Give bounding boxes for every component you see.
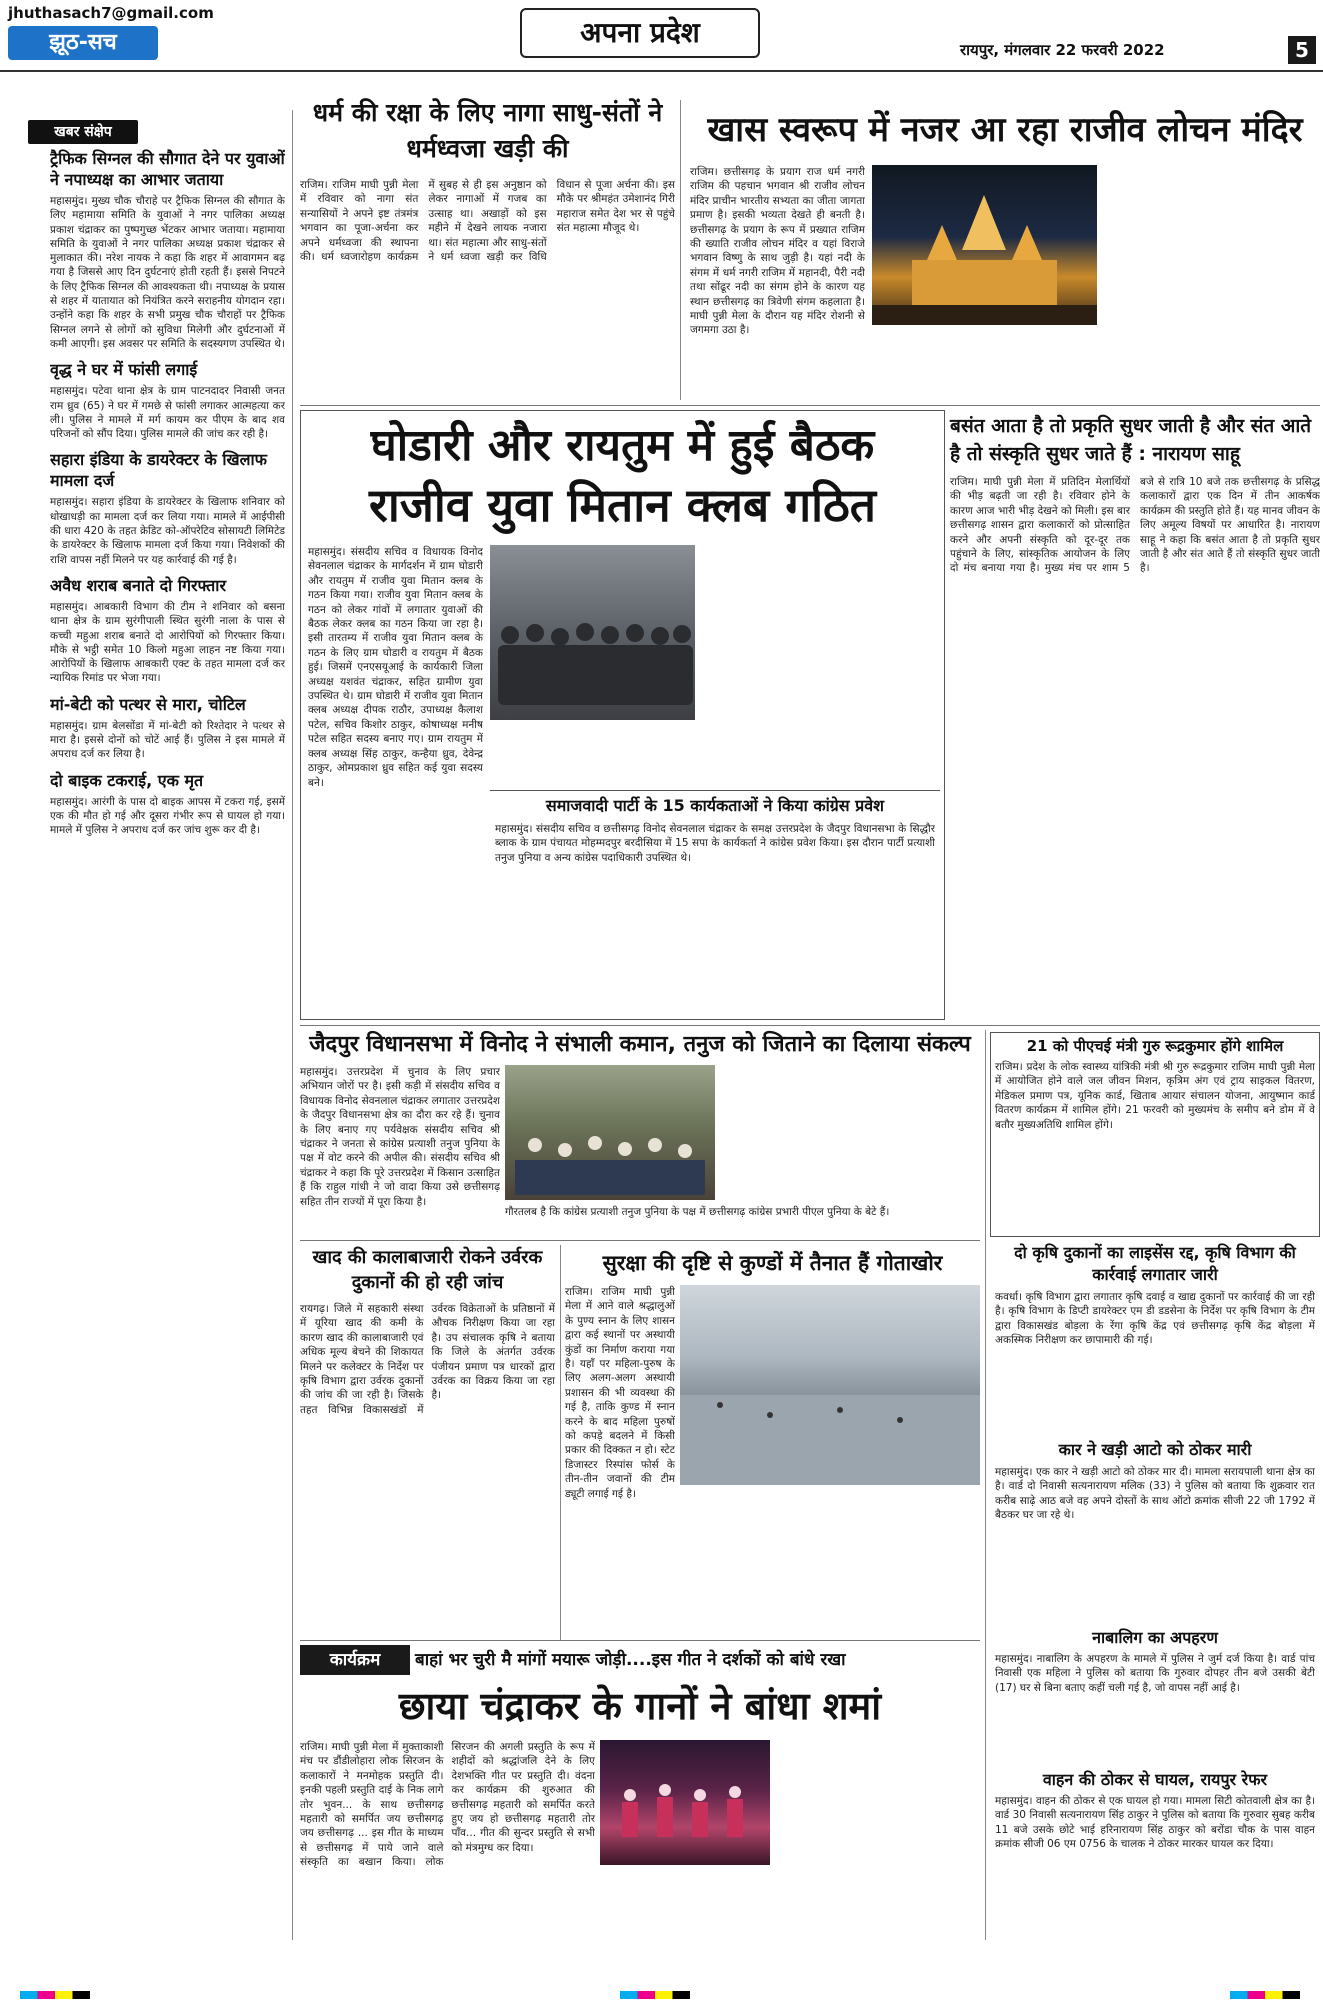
box-title: वाहन की ठोकर से घायल, रायपुर रेफर [1042, 1770, 1268, 1789]
brief-title: ट्रैफिक सिग्नल की सौगात देने पर युवाओं ने नपाध्यक्ष का आभार जताया [50, 149, 285, 189]
temple-photo [872, 165, 1097, 325]
brief-body: महासमुंद। आरंगी के पास दो बाइक आपस में टकरा गई, इसमें एक की मौत हो गई और दूसरा गंभीर रूप से घायल हो गया। मामले में पुलिस ने अपराध दर्ज कर जांच शुरू कर दी है। [50, 795, 285, 837]
story-body: राजिम। राजिम माघी पुन्नी मेला में आने वाले श्रद्धालुओं के पुण्य स्नान के लिए शासन द्वारा कई स्थानों पर अस्थायी कुंडों का निर्माण कराया गया है। यहाँ पर महिला-पुरुष के लिए अलग-अलग अस्थायी प्रशासन की भी व्यवस्था की गई है, ताकि कुण्ड में स्नान करने के बाद महिला पुरुषों को कपड़े बदलने में किसी प्रकार की दिक्कत न हो। स्टेट डिजास्टर रिस्पांस फोर्स के तीन-तीन जवानों की टीम ड्यूटी लगाई गई है। [565, 1286, 675, 1500]
horizontal-divider [300, 1240, 980, 1241]
photo-caption: गौरतलब है कि कांग्रेस प्रत्याशी तनुज पुनिया के पक्ष में छत्तीसगढ़ कांग्रेस प्रभारी पीएल पुनिया के बेटे हैं। [505, 1206, 890, 1218]
brief-body: महासमुंद। पटेवा थाना क्षेत्र के ग्राम पाटनदादर निवासी जनत राम ध्रुव (65) ने घर में गमछे से फांसी लगाकर आत्महत्या कर ली। पुलिस ने मामले में मर्ग कायम कर पीएम के बाद शव परिजनों को सौंप दिया। पुलिस मामले की जांच कर रही है। [50, 385, 285, 441]
box-body: कवर्धा। कृषि विभाग द्वारा लगातार कृषि दवाई व खाद्य दुकानों पर कार्रवाई की जा रही है। कृषि विभाग के डिप्टी डायरेक्टर एम डी डडसेना के निर्देश पर कृषि विभाग के टीम द्वारा विकासखंड बोड़ला के रेंगा कृषि केंद्र एवं छत्तीसगढ़ कृषि केंद्र बोड़ला में अकस्मिक निरीक्षण कर छापामारी की गई। [995, 1291, 1315, 1347]
story-title: धर्म की रक्षा के लिए नागा साधु-संतों ने धर्मध्वजा खड़ी की [312, 98, 663, 163]
lead-body: महासमुंद। संसदीय सचिव व विधायक विनोद सेवनलाल चंद्राकर के मार्गदर्शन में ग्राम घोडारी और रायतुम में राजीव युवा मितान क्लब के गठन किया गया। राजीव युवा मितान क्लब के गठन को लेकर गांवों में लगातार युवाओं की बैठक लेकर क्लब का गठन किया जा रहा है। इसी तारतम्य में राजीव युवा मितान क्लब के गठन के लिए ग्राम घोडारी व रायतुम में बैठक हुई। जिसमें एनएसयूआई के कार्यकारी जिला अध्यक्ष यशवंत चंद्राकर, सहित ग्रामीण युवा उपस्थित थे। ग्राम घोडारी में राजीव युवा मितान क्लब अध्यक्ष दीपक राठौर, उपाध्यक्ष कैलाश पटेल, सचिव किशोर ठाकुर, कोषाध्यक्ष मनीष पटेल सहित सदस्य बनाए गए। ग्राम रायतुम में क्लब अध्यक्ष सिंह ठाकुर, कन्हैया ध्रुव, देवेन्द्र ठाकुर, ओमप्रकाश ध्रुव सहित कई युवा सदस्य बने। [308, 546, 483, 789]
program-body-continued [600, 1870, 770, 1935]
column-divider [560, 1245, 561, 1640]
story-body: राजिम। माघी पुन्नी मेला में प्रतिदिन मेलार्थियों की भीड़ बढ़ती जा रही है। रविवार होने के कारण आज भारी भीड़ देखने को मिली। इस बार छत्तीसगढ़ शासन द्वारा कलाकारों को प्रोत्साहित करने और अपनी संस्कृति को दूर-दूर तक पहुंचाने के लिए, सांस्कृतिक आयोजन के लिए दो मंच बनाया गया है। मुख्य मंच पर शाम 5 बजे से रात्रि 10 बजे तक छत्तीसगढ़ के प्रसिद्ध कलाकारों द्वारा एक दिन में तीन आकर्षक कार्यक्रम की प्रस्तुति होते हैं। यह मानव जीवन के लिए अमूल्य विषयों पर आधारित है। नारायण साहू ने कहा कि बसंत आता है तो प्रकृति सुधर जाती है और संत आते हैं तो संस्कृति सुधर जाती है। [950, 476, 1320, 575]
story-body: रायगढ़। जिले में सहकारी संस्था में यूरिया खाद की कमी के कारण खाद की कालाबाजारी एवं अधिक मूल्य बेचने की शिकायत मिलने पर कलेक्टर के निर्देश पर कृषि विभाग द्वारा उर्वरक दुकानों की जांच की जा रही है। जिसके तहत विभिन्न विकासखंडों में उर्वरक विक्रेताओं के प्रतिष्ठानों में औचक निरीक्षण किया जा रहा है। उप संचालक कृषि ने बताया कि जिले के अंतर्गत उर्वरक पंजीयन प्रमाण पत्र धारकों द्वारा उर्वरक का विक्रय किया जा रहा है। [300, 1303, 555, 1416]
lead-title-line1: घोडारी और रायतुम में हुई बैठक [370, 420, 875, 471]
box-title: 21 को पीएचई मंत्री गुरु रूद्रकुमार होंगे शामिल [1026, 1037, 1284, 1055]
story-body-continued [680, 1490, 980, 1635]
horizontal-divider [300, 1025, 1320, 1026]
dateline: रायपुर, मंगलवार 22 फरवरी 2022 [960, 41, 1165, 59]
story-title: खास स्वरूप में नजर आ रहा राजीव लोचन मंदिर [707, 110, 1303, 150]
column-divider [985, 1030, 986, 1940]
masthead [0, 0, 1323, 78]
email-address[interactable]: jhuthasach7@gmail.com [8, 4, 214, 22]
news-brief-column [50, 110, 285, 1940]
brief-body: महासमुंद। आबकारी विभाग की टीम ने शनिवार को बसना थाना क्षेत्र के ग्राम सुरंगीपाली स्थित सुरंगी नाला के पास से कच्ची महुआ शराब बनाते दो आरोपियों को गिरफ्तार किया। मौके से भट्ठी समेत 10 किलो महुआ लाहन नष्ट किया गया। आरोपियों के खिलाफ आबकारी एक्ट के तहत मामला दर्ज कर न्यायिक रिमांड पर भेजा गया। [50, 600, 285, 685]
brief-title: मां-बेटी को पत्थर से मारा, चोटिल [50, 694, 246, 714]
color-registration-mark [620, 1991, 690, 1999]
lead-title-line2: राजीव युवा मितान क्लब गठित [369, 478, 876, 532]
page-number: 5 [1288, 36, 1316, 64]
box-body: महासमुंद। नाबालिग के अपहरण के मामले में पुलिस ने जुर्म दर्ज किया है। वार्ड पांच निवासी एक महिला ने पुलिस को बताया कि गुरुवार दोपहर तीन बजे उसकी बेटी (17) घर से बिना बताए कहीं चली गई है, जो वापस नहीं आई है। [995, 1653, 1315, 1694]
box-title: दो कृषि दुकानों का लाइसेंस रद्द, कृषि विभाग की कार्रवाई लगातार जारी [1014, 1243, 1296, 1284]
story-body-continued [872, 328, 1097, 400]
lead-body-continued [490, 725, 940, 785]
box-title: नाबालिग का अपहरण [1092, 1628, 1218, 1647]
story-title: खाद की कालाबाजारी रोकने उर्वरक दुकानों की हो रही जांच [312, 1247, 543, 1293]
color-registration-mark [20, 1991, 90, 1999]
program-body-continued [775, 1740, 980, 1935]
brief-title: वृद्ध ने घर में फांसी लगाई [50, 360, 198, 380]
story-title: जैदपुर विधानसभा में विनोद ने संभाली कमान, तनुज को जिताने का दिलाया संकल्प [309, 1032, 971, 1057]
brief-title: अवैध शराब बनाते दो गिरफ्तार [50, 575, 226, 595]
story-body: राजिम। छत्तीसगढ़ के प्रयाग राज धर्म नगरी राजिम की पहचान भगवान श्री राजीव लोचन मंदिर प्राचीन भारतीय सभ्यता का जीता जागता प्रमाण है। इसकी भव्यता देखते ही बनती है। छत्तीसगढ़ के प्रयाग के रूप में प्रख्यात राजिम की ख्याति राजीव लोचन मंदिर व यहां विराजे भगवान विष्णु के साथ जुड़ी है। यहां नदी के संगम में धर्म नगरी राजिम में महानदी, पैरी नदी तथा सोंढूर नदी का संगम होने के कारण यह स्थान छत्तीसगढ़ का त्रिवेणी संगम कहलाता है। माघी पुन्नी मेला के दौरान यह मंदिर रोशनी से जगमगा उठा है। [690, 166, 865, 337]
dancers-illustration [600, 1740, 770, 1865]
river-illustration [680, 1285, 980, 1485]
program-tag: कार्यक्रम [300, 1645, 410, 1675]
program-body: राजिम। माघी पुन्नी मेला में मुक्ताकाशी मंच पर डौंडीलोहारा लोक सिरजन के कलाकारों ने मनमोहक प्रस्तुति दी। इनकी पहली प्रस्तुति दाई के निक लागे तोर भुवन... के साथ छत्तीसगढ़ महतारी को समर्पित जय छत्तीसगढ़ जय छत्तीसगढ़ ... इस गीत के माध्यम से छत्तीसगढ़ में पाये जाने वाले संस्कृति का बखान किया। लोक सिरजन की अगली प्रस्तुति के रूप में शहीदों को श्रद्धांजलि देने के लिए देशभक्ति गीत पर प्रस्तुति दी। वंदना कर कार्यक्रम की शुरुआत की छत्तीसगढ़ महतारी को समर्पित करते हुए जय हो छत्तीसगढ़ महतारी तोर पाँव... गीत की सुन्दर प्रस्तुति से सभी को मंत्रमुग्ध कर दिया। [300, 1741, 595, 1869]
story-title: बसंत आता है तो प्रकृति सुधर जाती है और संत आते है तो संस्कृति सुधर जाते हैं : नारायण साहू [950, 415, 1312, 465]
story-body-continued [1105, 165, 1320, 400]
column-divider [680, 100, 681, 400]
lead-body-continued [700, 545, 940, 720]
story-body: महासमुंद। उत्तरप्रदेश में चुनाव के लिए प्रचार अभियान जोरों पर है। इसी कड़ी में संसदीय सचिव व विधायक विनोद सेवनलाल चंद्राकर लगातार उत्तरप्रदेश के जैदपुर विधानसभा क्षेत्र का दौरा कर रहे हैं। चुनाव के लिए बनाए गए पर्यवेक्षक संसदीय सचिव श्री चंद्राकर ने जनता से कांग्रेस प्रत्याशी तनुज पुनिया के पक्ष में वोट करने की अपील की। संसदीय सचिव श्री चंद्राकर ने कहा कि पूरे उत्तरप्रदेश में किसान उत्साहित हैं कि राहुल गांधी ने जो वादा किया उसे छत्तीसगढ़ सहित तीन राज्यों में पूरा किया है। [300, 1066, 500, 1208]
river-photo [680, 1285, 980, 1485]
horizontal-divider [300, 405, 1320, 406]
crowd-illustration [490, 545, 695, 720]
story-body-continued [722, 1065, 977, 1205]
story-body: राजिम। राजिम माघी पुन्नी मेला में रविवार को नागा संत सन्यासियों ने अपने इष्ट तंत्रमंत्र भगवान का पूजा-अर्चना कर अपने धर्मध्वजा की स्थापना की। धर्म ध्वजारोहण कार्यक्रम में सुबह से ही इस अनुष्ठान को लेकर नागाओं में गजब का उत्साह था। अखाड़ों को इस महीने में देखने लायक नजारा था। संत महात्मा और साधु-संतों ने धर्म ध्वजा खड़ी कर विधि विधान से पूजा अर्चना की। इस मौके पर श्रीमहंत उमेशानंद गिरी महाराज समेत देश भर से पहुंचे संत महात्मा मौजूद थे। [300, 179, 675, 264]
brief-body: महासमुंद। सहारा इंडिया के डायरेक्टर के खिलाफ शनिवार को धोखाधड़ी का मामला दर्ज कर लिया गया। मामले में आईपीसी की धारा 420 के तहत क्रेडिट को-ऑपरेटिव सोसायटी लिमिटेड के डायरेक्टर के खिलाफ मामला दर्ज किया गया। निवेशकों की राशि वापस नहीं मिलने पर यह कार्रवाई की गई है। [50, 496, 285, 566]
story-body: महासमुंद। संसदीय सचिव व छत्तीसगढ़ विनोद सेवनलाल चंद्राकर के समक्ष उत्तरप्रदेश के जैदपुर विधानसभा के सिद्धौर ब्लाक के ग्राम पंचायत मोहम्मदपुर बरदीसिया में 15 सपा के कार्यकर्ता ने कांग्रेस प्रवेश किया। इस दौरान पार्टी प्रत्याशी तनुज पुनिया व अन्य कांग्रेस पदाधिकारी उपस्थित थे। [495, 823, 935, 864]
program-title: छाया चंद्राकर के गानों ने बांधा शमां [398, 1684, 882, 1728]
brief-body: महासमुंद। मुख्य चौक चौराहे पर ट्रैफिक सिग्नल की सौगात के लिए महामाया समिति के युवाओं ने नगर पालिका अध्यक्ष प्रकाश चंद्राकर का पुष्पगुच्छ भेंटकर आभार जताया। महामाया समिति के युवाओं ने नगर पालिका अध्यक्ष प्रकाश चंद्राकर से मुलाकात की। नरेश नायक ने कहा कि शहर में आवागमन बढ़ गया है जिससे आए दिन दुर्घटनाएं होती रहती हैं। इससे निपटने के लिए ट्रैफिक सिग्नल की आवश्यकता थी। नपाध्यक्ष के प्रयास से शहर में यातायात को नियंत्रित करने सराहनीय योगदान रहा। उन्होंने कहा कि शहर के सभी प्रमुख चौक चौराहों पर ट्रैफिक सिग्नल लगने से लोगों को सुविधा मिलेगी और दुर्घटनाओं में कमी आएगी। इस अवसर पर समिति के सदस्यगण उपस्थित थे। [50, 195, 285, 350]
section-title: अपना प्रदेश [520, 8, 760, 58]
box-body: महासमुंद। एक कार ने खड़ी आटो को ठोकर मार दी। मामला सरायपाली थाना क्षेत्र का है। वार्ड दो निवासी सत्यनारायण मलिक (33) ने पुलिस को बताया कि शुक्रवार रात करीब साढ़े आठ बजे वह अपने दोस्तों के साथ ऑटो क्रमांक सीजी 22 जी 1792 में बैठकर घर जा रहे थे। [995, 1466, 1315, 1522]
column-divider [292, 110, 293, 1940]
group-photo [490, 545, 695, 720]
box-body: राजिम। प्रदेश के लोक स्वास्थ्य यांत्रिकी मंत्री श्री गुरु रूद्रकुमार राजिम माघी पुन्नी मेला में आयोजित होने वाले जल जीवन मिशन, कृत्रिम अंग एवं ट्राय साइकल वितरण, मेडिकल प्रमाण पत्र, यूनिक कार्ड, खिताब आयार संचालन योजना, आयुष्मान कार्ड वितरण कार्यक्रम में शामिल होंगे। 21 फरवरी को मुख्यमंच के समीप बने डोम में वे बतौर मुख्यअतिथि शामिल होंगे। [995, 1061, 1315, 1131]
news-brief-label: खबर संक्षेप [28, 120, 138, 144]
story-title: समाजवादी पार्टी के 15 कार्यकताओं ने किया कांग्रेस प्रवेश [545, 796, 885, 815]
brief-title: दो बाइक टकराई, एक मृत [50, 770, 204, 790]
brief-body: महासमुंद। ग्राम बेलसोंडा में मां-बेटी को रिश्तेदार ने पत्थर से मारा है। इससे दोनों को चोटें आई हैं। पुलिस ने इस मामले में अपराध दर्ज कर लिया है। [50, 719, 285, 761]
box-body: महासमुंद। वाहन की ठोकर से एक घायल हो गया। मामला सिटी कोतवाली क्षेत्र का है। वार्ड 30 निवासी सत्यनारायण सिंह ठाकुर ने पुलिस को बताया कि गुरुवार सुबह करीब 11 बजे उसके छोटे भाई हरिनारायण सिंह ठाकुर को बरोंडा चौक के पास वाहन क्रमांक सीजी 06 एम 0756 के चालक ने ठोकर मारकर घायल कर दिया। [995, 1795, 1315, 1851]
brand-logo: झूठ-सच [8, 26, 158, 60]
performance-photo [600, 1740, 770, 1865]
horizontal-divider [300, 1640, 980, 1641]
brief-title: सहारा इंडिया के डायरेक्टर के खिलाफ मामला दर्ज [50, 450, 267, 491]
temple-illustration [872, 165, 1097, 325]
box-title: कार ने खड़ी आटो को ठोकर मारी [1058, 1440, 1252, 1459]
header-divider [0, 70, 1323, 72]
meeting-photo [505, 1065, 715, 1200]
meeting-illustration [505, 1065, 715, 1200]
program-kicker: बाहां भर चुरी मै मांगों मयारू जोड़ी....इस गीत ने दर्शकों को बांधे रखा [415, 1650, 846, 1670]
story-title: सुरक्षा की दृष्टि से कुण्डों में तैनात हैं गोताखोर [602, 1251, 943, 1275]
color-registration-mark [1230, 1991, 1300, 1999]
